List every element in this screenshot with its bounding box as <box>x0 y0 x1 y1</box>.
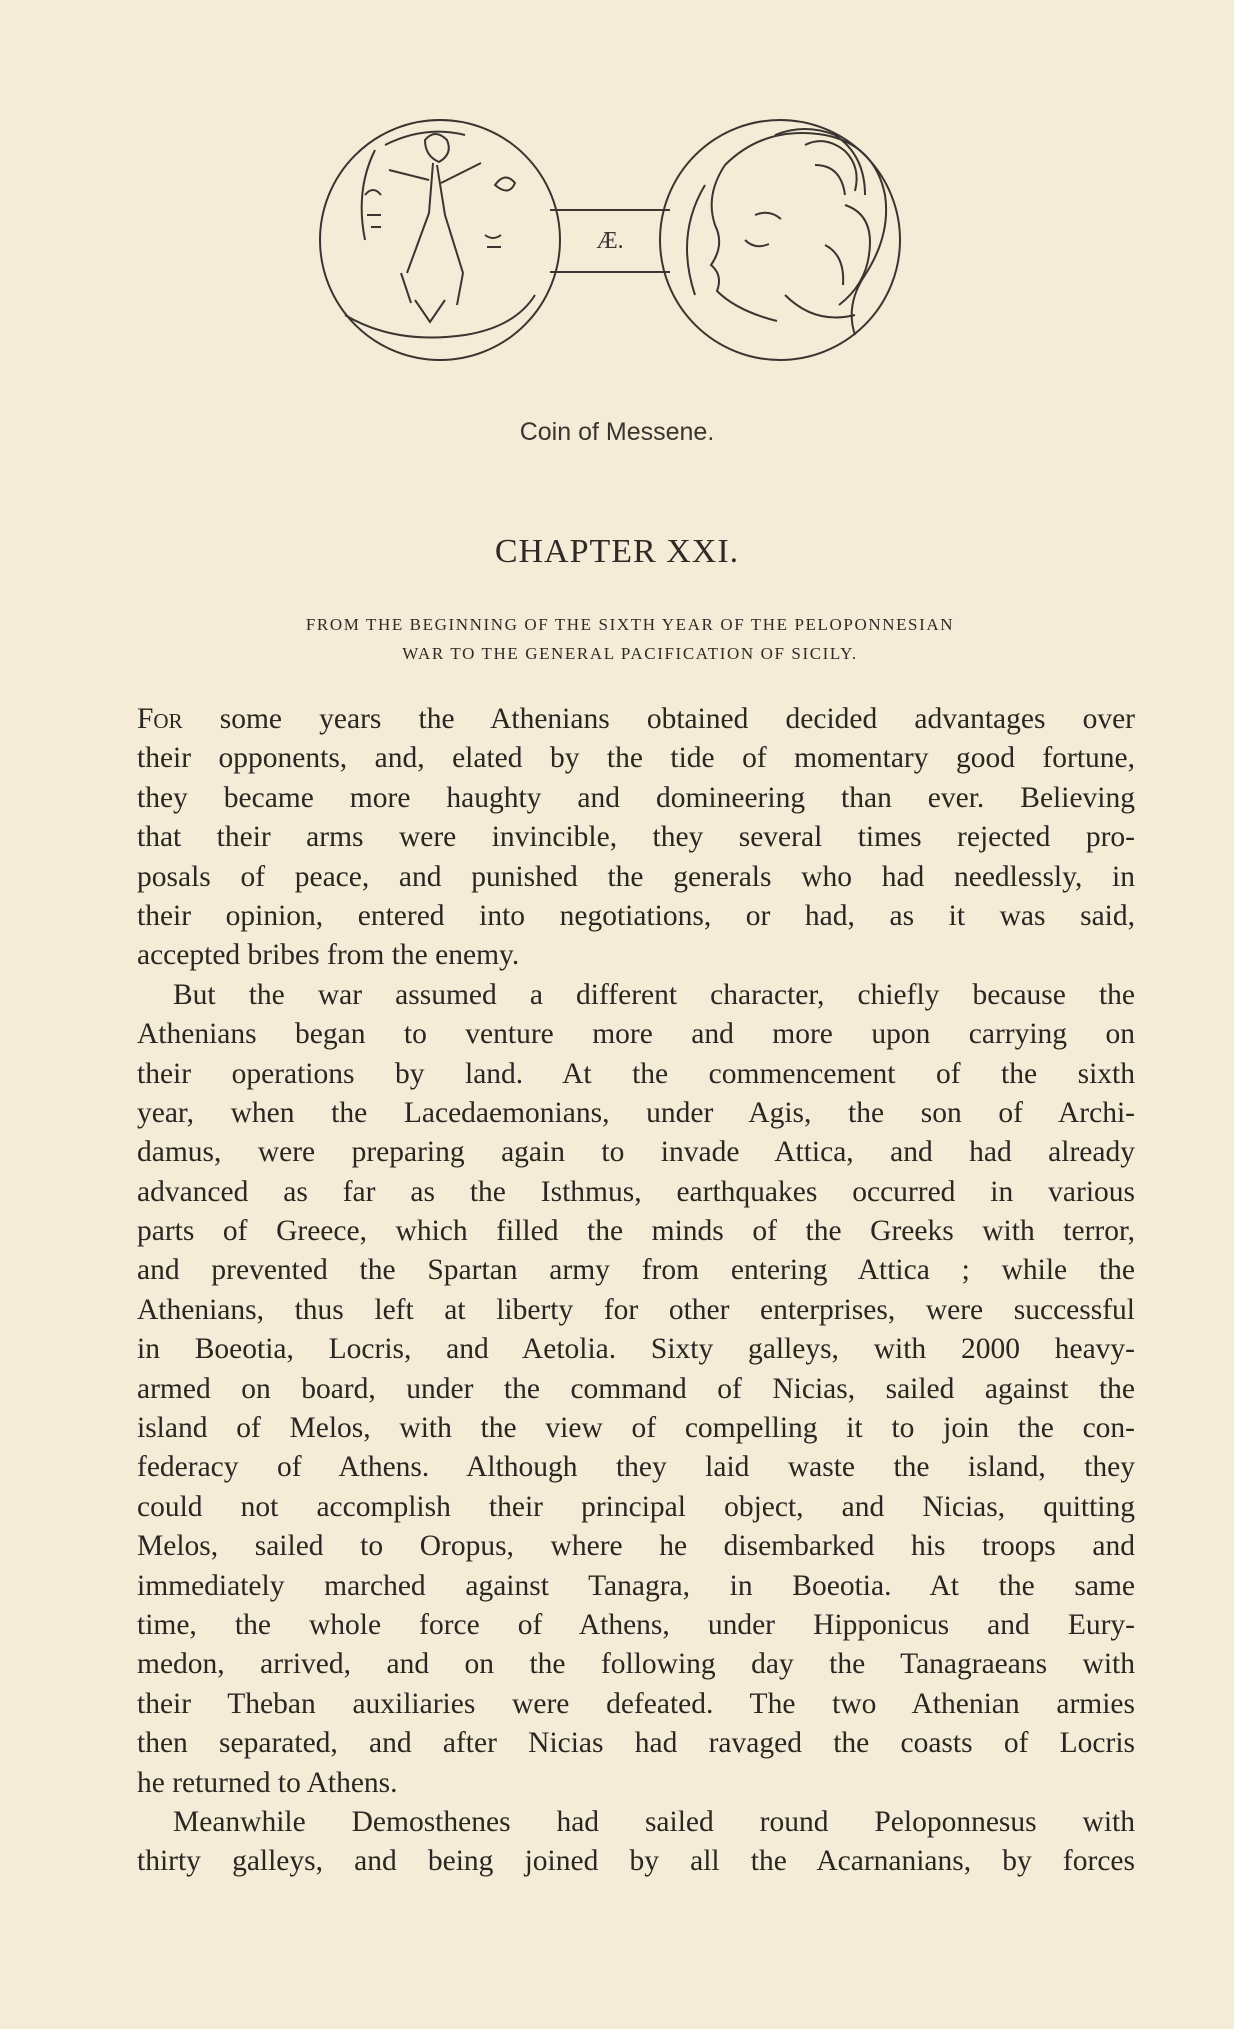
text-line: Athenians, thus left at liberty for other enterprises, were successful <box>137 1293 1135 1326</box>
illustration-caption: Coin of Messene. <box>519 418 715 446</box>
coin-obverse <box>320 120 560 360</box>
text-line: But the war assumed a different character, chiefly because the <box>173 978 1135 1011</box>
text-line: armed on board, under the command of Nicias, sailed against the <box>137 1372 1135 1405</box>
text-line: medon, arrived, and on the following day the Tanagraeans with <box>137 1648 1135 1681</box>
text-line: thirty galleys, and being joined by all the Acarnanians, by forces <box>137 1845 1135 1878</box>
text-line: that their arms were invincible, they several times rejected pro- <box>137 821 1135 854</box>
text-line: Athenians began to venture more and more upon carrying on <box>137 1018 1135 1051</box>
text-line: then separated, and after Nicias had ravaged the coasts of Locris <box>137 1727 1135 1760</box>
text-line: they became more haughty and domineering than ever. Believing <box>137 781 1135 814</box>
chapter-subtitle <box>150 610 1110 668</box>
text-line: their operations by land. At the commencement of the sixth <box>137 1057 1135 1090</box>
text-line: parts of Greece, which filled the minds of the Greeks with terror, <box>137 1215 1135 1248</box>
text-line: year, when the Lacedaemonians, under Agis, the son of Archi- <box>137 1096 1135 1129</box>
metal-mark: Æ. <box>596 228 624 254</box>
text-line <box>137 700 1135 739</box>
text-line: Melos, sailed to Oropus, where he disembarked his troops and <box>137 1530 1135 1563</box>
text-line: island of Melos, with the view of compelling it to join the con- <box>137 1412 1135 1445</box>
text-line: in Boeotia, Locris, and Aetolia. Sixty galleys, with 2000 heavy- <box>137 1333 1135 1366</box>
text-line: federacy of Athens. Although they laid waste the island, they <box>137 1451 1135 1484</box>
chapter-title: CHAPTER XXI. <box>494 533 740 570</box>
text-line: Meanwhile Demosthenes had sailed round Peloponnesus with <box>173 1805 1135 1838</box>
coin-of-messene-illustration <box>305 105 955 405</box>
text-line-content: some years the Athenians obtained decided advantages over <box>182 703 1135 735</box>
text-line: advanced as far as the Isthmus, earthquakes occurred in various <box>137 1175 1135 1208</box>
lead-word: For <box>137 703 183 735</box>
text-line: time, the whole force of Athens, under Hipponicus and Eury- <box>137 1608 1135 1641</box>
text-line: he returned to Athens. <box>137 1766 398 1799</box>
text-line: posals of peace, and punished the generals who had needlessly, in <box>137 860 1135 893</box>
body-text <box>137 700 1135 1882</box>
subtitle-line: FROM THE BEGINNING OF THE SIXTH YEAR OF THE PELOPONNESIAN <box>305 615 955 634</box>
coin-reverse <box>660 120 900 360</box>
text-line: their opponents, and, elated by the tide of momentary good fortune, <box>137 742 1135 775</box>
text-line: their Theban auxiliaries were defeated. The two Athenian armies <box>137 1687 1135 1720</box>
text-line: damus, were preparing again to invade Attica, and had already <box>137 1136 1135 1169</box>
subtitle-line: WAR TO THE GENERAL PACIFICATION OF SICILY. <box>402 644 858 663</box>
text-line: could not accomplish their principal object, and Nicias, quitting <box>137 1490 1135 1523</box>
text-line: accepted bribes from the enemy. <box>137 939 520 972</box>
text-line: immediately marched against Tanagra, in Boeotia. At the same <box>137 1569 1135 1602</box>
text-line: their opinion, entered into negotiations, or had, as it was said, <box>137 899 1135 932</box>
text-line: and prevented the Spartan army from entering Attica ; while the <box>137 1254 1135 1287</box>
